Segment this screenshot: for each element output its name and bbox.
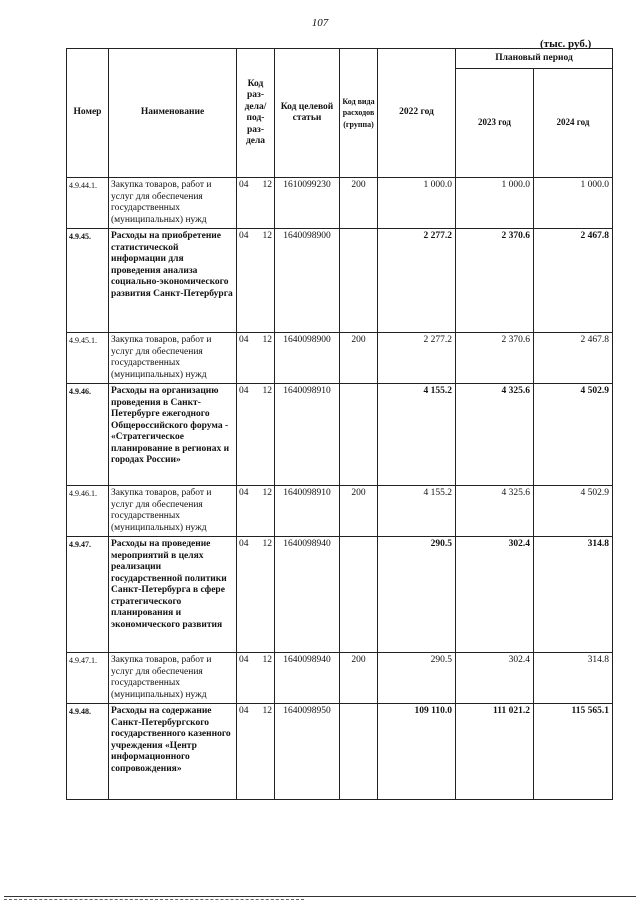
row-2024: 314.8 xyxy=(534,537,613,653)
row-number: 4.9.47. xyxy=(67,537,109,653)
row-vid-rashodov xyxy=(340,704,378,800)
row-number: 4.9.46. xyxy=(67,384,109,486)
row-number: 4.9.47.1. xyxy=(67,653,109,704)
row-celevaya-statya: 1640098940 xyxy=(275,653,340,704)
header-2024: 2024 год xyxy=(534,69,613,178)
row-razdel xyxy=(237,537,275,653)
row-razdel xyxy=(237,653,275,704)
row-2022: 290.5 xyxy=(378,537,456,653)
header-2023: 2023 год xyxy=(456,69,534,178)
row-podrazdel-code: 12 xyxy=(262,386,272,396)
row-razdel xyxy=(237,178,275,229)
row-2022: 1 000.0 xyxy=(378,178,456,229)
header-celevoy: Код целевой статьи xyxy=(275,49,340,178)
table-row xyxy=(67,384,613,486)
row-number: 4.9.48. xyxy=(67,704,109,800)
table-row xyxy=(67,178,613,229)
row-podrazdel-code: 12 xyxy=(262,335,272,345)
row-razdel xyxy=(237,229,275,333)
row-celevaya-statya: 1640098910 xyxy=(275,384,340,486)
row-2023: 302.4 xyxy=(456,537,534,653)
row-2024: 115 565.1 xyxy=(534,704,613,800)
table-row xyxy=(67,229,613,333)
row-celevaya-statya: 1640098910 xyxy=(275,486,340,537)
row-2022: 4 155.2 xyxy=(378,486,456,537)
row-razdel-code: 04 xyxy=(239,335,249,345)
table-row xyxy=(67,704,613,800)
row-number: 4.9.44.1. xyxy=(67,178,109,229)
row-vid-rashodov: 200 xyxy=(340,653,378,704)
row-razdel xyxy=(237,486,275,537)
table-row xyxy=(67,333,613,384)
row-2023: 2 370.6 xyxy=(456,229,534,333)
table-row xyxy=(67,486,613,537)
row-razdel-code: 04 xyxy=(239,706,249,716)
row-razdel xyxy=(237,384,275,486)
header-naim: Наименование xyxy=(109,49,237,178)
row-name: Расходы на приобретение статистической информации для проведения анализа социально-экономического развития Санкт-Петербурга xyxy=(109,229,237,333)
page-number: 107 xyxy=(311,17,329,29)
row-2022: 2 277.2 xyxy=(378,229,456,333)
row-celevaya-statya: 1640098900 xyxy=(275,229,340,333)
row-2023: 302.4 xyxy=(456,653,534,704)
row-vid-rashodov xyxy=(340,384,378,486)
row-vid-rashodov xyxy=(340,229,378,333)
row-number: 4.9.45.1. xyxy=(67,333,109,384)
row-celevaya-statya: 1640098950 xyxy=(275,704,340,800)
row-vid-rashodov xyxy=(340,537,378,653)
row-2022: 2 277.2 xyxy=(378,333,456,384)
row-name: Расходы на организацию проведения в Санкт-Петербурге ежегодного Общероссийского форума - «Стратегическое планирование в регионах и городах России» xyxy=(109,384,237,486)
row-2022: 4 155.2 xyxy=(378,384,456,486)
header-planoviy: Плановый период xyxy=(456,49,613,69)
row-2024: 1 000.0 xyxy=(534,178,613,229)
row-number: 4.9.45. xyxy=(67,229,109,333)
row-name: Закупка товаров, работ и услуг для обеспечения государственных (муниципальных) нужд xyxy=(109,653,237,704)
row-podrazdel-code: 12 xyxy=(262,180,272,190)
header-razdel: Код раз-дела/ под-раз-дела xyxy=(237,49,275,178)
row-name: Закупка товаров, работ и услуг для обеспечения государственных (муниципальных) нужд xyxy=(109,486,237,537)
row-podrazdel-code: 12 xyxy=(262,706,272,716)
row-vid-rashodov: 200 xyxy=(340,486,378,537)
row-2023: 4 325.6 xyxy=(456,384,534,486)
row-razdel xyxy=(237,333,275,384)
row-2023: 111 021.2 xyxy=(456,704,534,800)
row-celevaya-statya: 1640098900 xyxy=(275,333,340,384)
row-razdel xyxy=(237,704,275,800)
row-razdel-code: 04 xyxy=(239,180,249,190)
row-2023: 2 370.6 xyxy=(456,333,534,384)
row-2024: 314.8 xyxy=(534,653,613,704)
row-razdel-code: 04 xyxy=(239,386,249,396)
row-vid-rashodov: 200 xyxy=(340,178,378,229)
units-label: (тыс. руб.) xyxy=(540,38,592,50)
header-2022: 2022 год xyxy=(378,49,456,178)
row-2023: 4 325.6 xyxy=(456,486,534,537)
row-2024: 2 467.8 xyxy=(534,333,613,384)
row-razdel-code: 04 xyxy=(239,539,249,549)
row-celevaya-statya: 1610099230 xyxy=(275,178,340,229)
budget-table xyxy=(66,48,613,800)
table-row xyxy=(67,653,613,704)
header-nomer: Номер xyxy=(67,49,109,178)
row-name: Расходы на проведение мероприятий в целях реализации государственной политики Санкт-Петербурга в сфере стратегического планирования и экономического развития xyxy=(109,537,237,653)
row-razdel-code: 04 xyxy=(239,231,249,241)
row-podrazdel-code: 12 xyxy=(262,488,272,498)
row-2022: 109 110.0 xyxy=(378,704,456,800)
row-2023: 1 000.0 xyxy=(456,178,534,229)
row-razdel-code: 04 xyxy=(239,488,249,498)
row-vid-rashodov: 200 xyxy=(340,333,378,384)
row-2022: 290.5 xyxy=(378,653,456,704)
row-podrazdel-code: 12 xyxy=(262,539,272,549)
bottom-rule xyxy=(4,896,636,897)
row-podrazdel-code: 12 xyxy=(262,231,272,241)
header-vid: Код вида расходов (группа) xyxy=(340,49,378,178)
row-name: Закупка товаров, работ и услуг для обеспечения государственных (муниципальных) нужд xyxy=(109,333,237,384)
table-row xyxy=(67,537,613,653)
row-celevaya-statya: 1640098940 xyxy=(275,537,340,653)
row-name: Закупка товаров, работ и услуг для обеспечения государственных (муниципальных) нужд xyxy=(109,178,237,229)
row-number: 4.9.46.1. xyxy=(67,486,109,537)
row-2024: 2 467.8 xyxy=(534,229,613,333)
row-podrazdel-code: 12 xyxy=(262,655,272,665)
row-2024: 4 502.9 xyxy=(534,486,613,537)
row-name: Расходы на содержание Санкт-Петербургского государственного казенного учреждения «Центр информационного сопровождения» xyxy=(109,704,237,800)
row-razdel-code: 04 xyxy=(239,655,249,665)
bottom-rule-dashed xyxy=(4,899,304,900)
row-2024: 4 502.9 xyxy=(534,384,613,486)
